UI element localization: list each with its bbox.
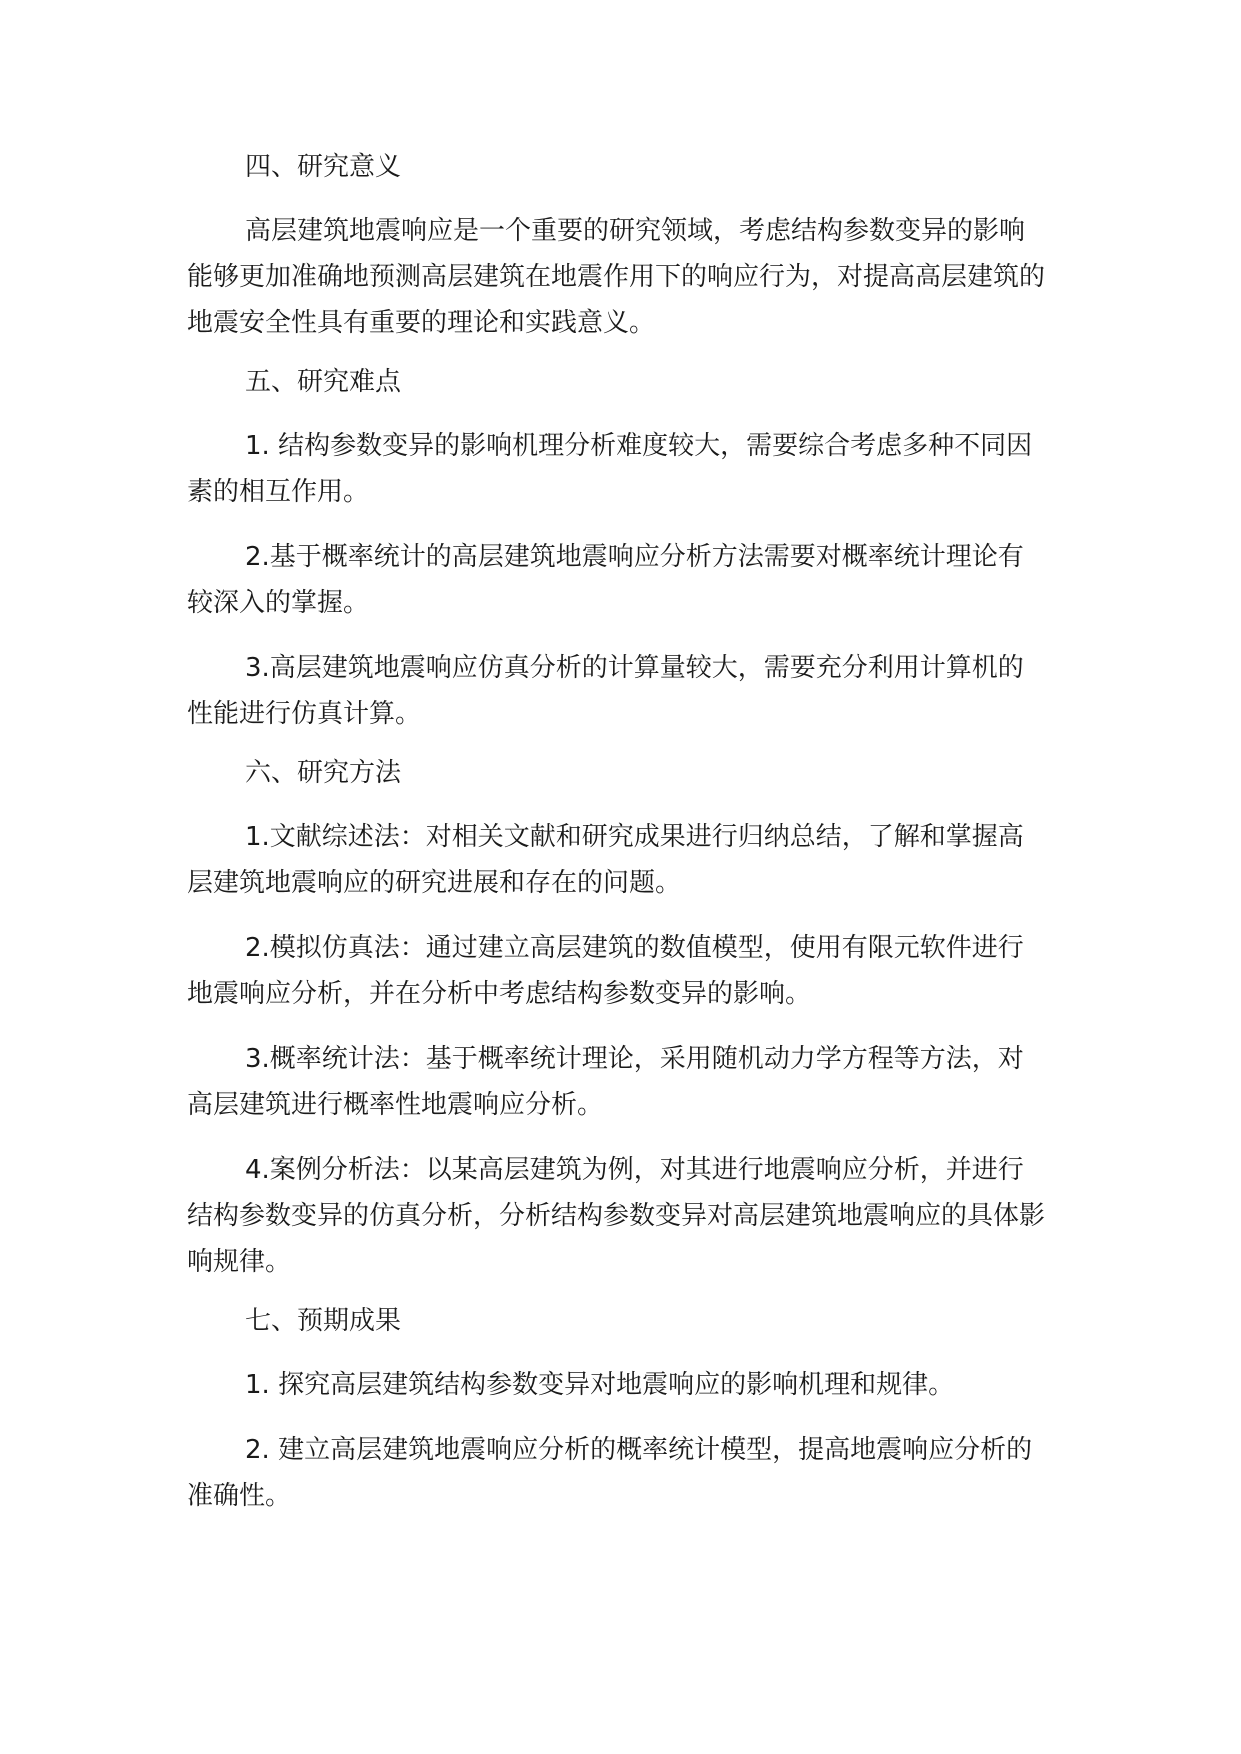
section-heading-expected-results: 七、预期成果	[245, 1306, 402, 1336]
section-heading-significance: 四、研究意义	[245, 152, 402, 182]
section-heading-difficulties: 五、研究难点	[245, 367, 402, 397]
result-item-1: 1. 探究高层建筑结构参数变异对地震响应的影响机理和规律。	[245, 1370, 955, 1400]
document-page	[187, 150, 1047, 1538]
result-item-2: 2. 建立高层建筑地震响应分析的概率统计模型，提高地震响应分析的准确性。	[187, 1435, 1033, 1511]
method-item-3: 3.概率统计法：基于概率统计理论，采用随机动力学方程等方法，对高层建筑进行概率性地震响应分析。	[187, 1044, 1024, 1120]
difficulty-item-2: 2.基于概率统计的高层建筑地震响应分析方法需要对概率统计理论有较深入的掌握。	[187, 542, 1024, 618]
paragraph-significance: 高层建筑地震响应是一个重要的研究领域，考虑结构参数变异的影响能够更加准确地预测高层建筑在地震作用下的响应行为，对提高高层建筑的地震安全性具有重要的理论和实践意义。	[187, 216, 1046, 338]
method-item-1: 1.文献综述法：对相关文献和研究成果进行归纳总结，了解和掌握高层建筑地震响应的研究进展和存在的问题。	[187, 822, 1024, 898]
method-item-4: 4.案例分析法：以某高层建筑为例，对其进行地震响应分析，并进行结构参数变异的仿真分析，分析结构参数变异对高层建筑地震响应的具体影响规律。	[187, 1155, 1046, 1277]
difficulty-item-1: 1. 结构参数变异的影响机理分析难度较大，需要综合考虑多种不同因素的相互作用。	[187, 431, 1033, 507]
method-item-2: 2.模拟仿真法：通过建立高层建筑的数值模型，使用有限元软件进行地震响应分析，并在分析中考虑结构参数变异的影响。	[187, 933, 1024, 1009]
section-heading-methods: 六、研究方法	[245, 758, 402, 788]
difficulty-item-3: 3.高层建筑地震响应仿真分析的计算量较大，需要充分利用计算机的性能进行仿真计算。	[187, 653, 1024, 729]
